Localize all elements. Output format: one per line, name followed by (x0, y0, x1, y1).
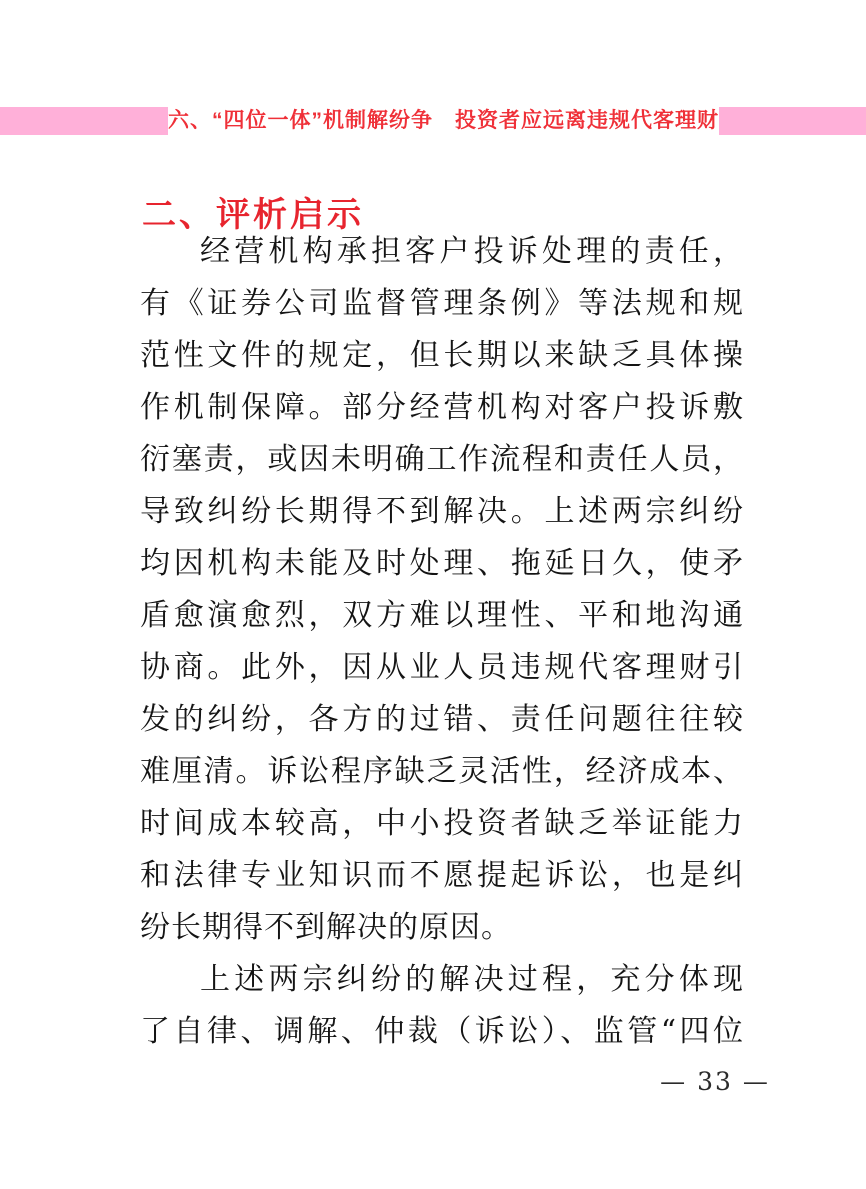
running-header (0, 107, 866, 135)
body-line: 经营机构承担客户投诉处理的责任， (200, 234, 744, 269)
body-line: 时间成本较高，中小投资者缺乏举证能力 (140, 806, 744, 841)
body-line: 盾愈演愈烈，双方难以理性、平和地沟通 (140, 598, 744, 633)
body-line: 发的纠纷，各方的过错、责任问题往往较 (140, 702, 744, 737)
running-header-title: 六、“四位一体”机制解纷争 投资者应远离违规代客理财 (168, 109, 719, 132)
page-number: — 33 — (660, 1067, 770, 1096)
body-text (140, 226, 744, 1058)
body-line: 有《证券公司监督管理条例》等法规和规 (140, 286, 744, 321)
body-line: 上述两宗纠纷的解决过程，充分体现 (200, 962, 744, 997)
body-line: 和法律专业知识而不愿提起诉讼，也是纠 (140, 858, 744, 893)
header-right-accent-bar (719, 107, 866, 135)
body-line: 协商。此外，因从业人员违规代客理财引 (140, 650, 744, 685)
body-line: 范性文件的规定，但长期以来缺乏具体操 (140, 338, 744, 373)
body-line: 衍塞责，或因未明确工作流程和责任人员， (140, 442, 744, 477)
header-left-accent-bar (0, 107, 168, 135)
body-line: 导致纠纷长期得不到解决。上述两宗纠纷 (140, 494, 744, 529)
body-line: 均因机构未能及时处理、拖延日久，使矛 (140, 546, 744, 581)
section-heading: 二、评析启示 (142, 196, 364, 235)
body-line: 作机制保障。部分经营机构对客户投诉敷 (140, 390, 744, 425)
body-line: 纷长期得不到解决的原因。 (140, 910, 512, 945)
body-line: 难厘清。诉讼程序缺乏灵活性，经济成本、 (140, 754, 744, 789)
body-line: 了自律、调解、仲裁（诉讼）、监管“四位 (140, 1014, 744, 1049)
